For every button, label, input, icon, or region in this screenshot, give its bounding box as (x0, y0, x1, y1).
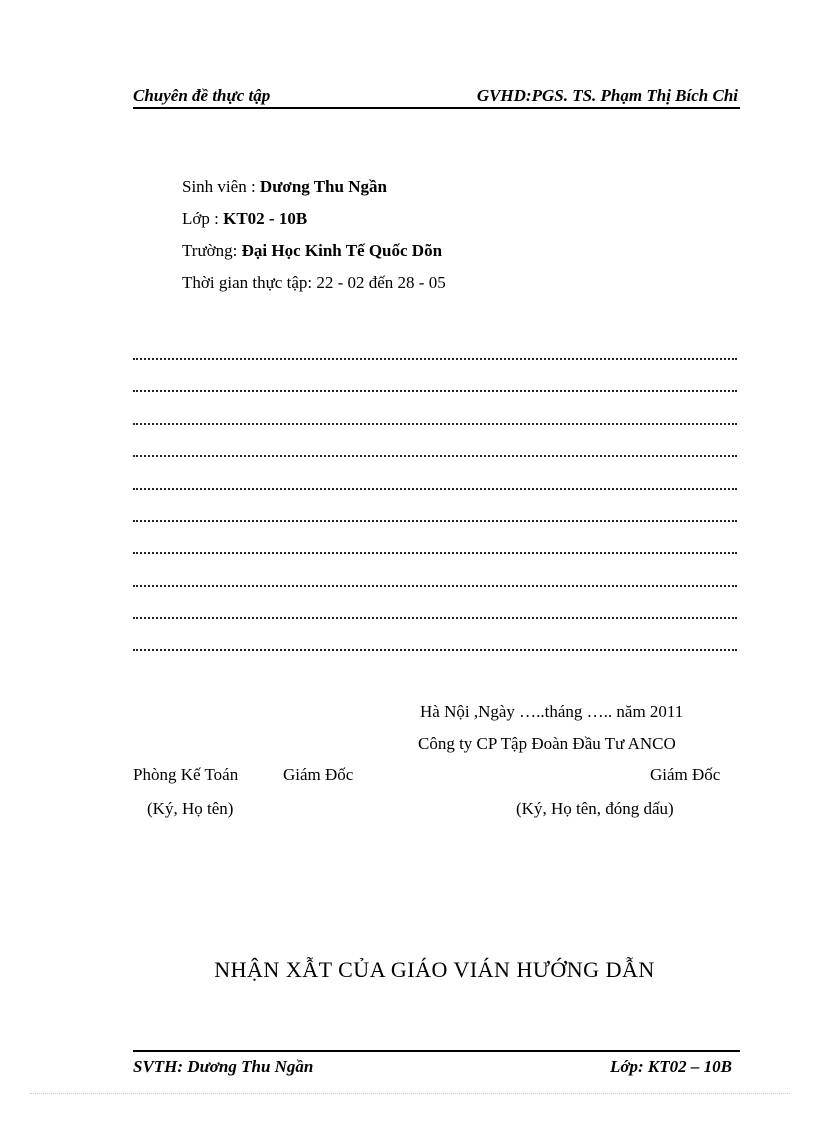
student-class: KT02 - 10B (223, 209, 308, 228)
student-school-line (182, 241, 442, 261)
student-school-label: Trường: (182, 241, 242, 260)
student-name-label: Sinh viên : (182, 177, 260, 196)
section-title: NHẬN XẪT CỦA GIÁO VIÁN HƯỚNG DẪN (214, 957, 655, 982)
sign-note-right: (Ký, Họ tên, đóng dấu) (516, 799, 674, 818)
internship-period: 22 - 02 đến 28 - 05 (316, 273, 446, 292)
student-school: Đại Học Kinh Tế Quốc Dõn (241, 241, 443, 260)
comment-line (133, 552, 737, 554)
comment-line (133, 488, 737, 490)
director-right-label: Giám Đốc (650, 765, 721, 784)
footer-rule (133, 1050, 740, 1052)
comment-line (133, 617, 737, 619)
internship-period-line (182, 273, 446, 293)
comment-line (133, 358, 737, 360)
header-topic: Chuyên đề thực tập (133, 86, 271, 105)
comment-line (133, 585, 737, 587)
header-advisor: GVHD:PGS. TS. Phạm Thị Bích Chi (476, 86, 738, 105)
comment-line (133, 520, 737, 522)
page-edge-dots (30, 1093, 790, 1094)
company-name: Công ty CP Tập Đoàn Đầu Tư ANCO (418, 734, 676, 753)
header-rule (133, 107, 740, 109)
date-line: Hà Nội ,Ngày …..tháng ….. năm 2011 (420, 702, 684, 721)
student-class-line (182, 209, 307, 229)
footer-class: Lớp: KT02 – 10B (610, 1057, 732, 1076)
student-class-label: Lớp : (182, 209, 224, 228)
student-name-line (182, 177, 387, 197)
footer-student: SVTH: Dương Thu Ngần (133, 1057, 314, 1076)
director-left-label: Giám Đốc (283, 765, 354, 784)
sign-note-left: (Ký, Họ tên) (147, 799, 234, 818)
comment-line (133, 455, 737, 457)
comment-line (133, 423, 737, 425)
student-name: Dương Thu Ngần (259, 177, 387, 196)
internship-period-label: Thời gian thực tập: (182, 273, 317, 292)
comment-line (133, 649, 737, 651)
comment-line (133, 390, 737, 392)
department-label: Phòng Kế Toán (133, 765, 239, 784)
